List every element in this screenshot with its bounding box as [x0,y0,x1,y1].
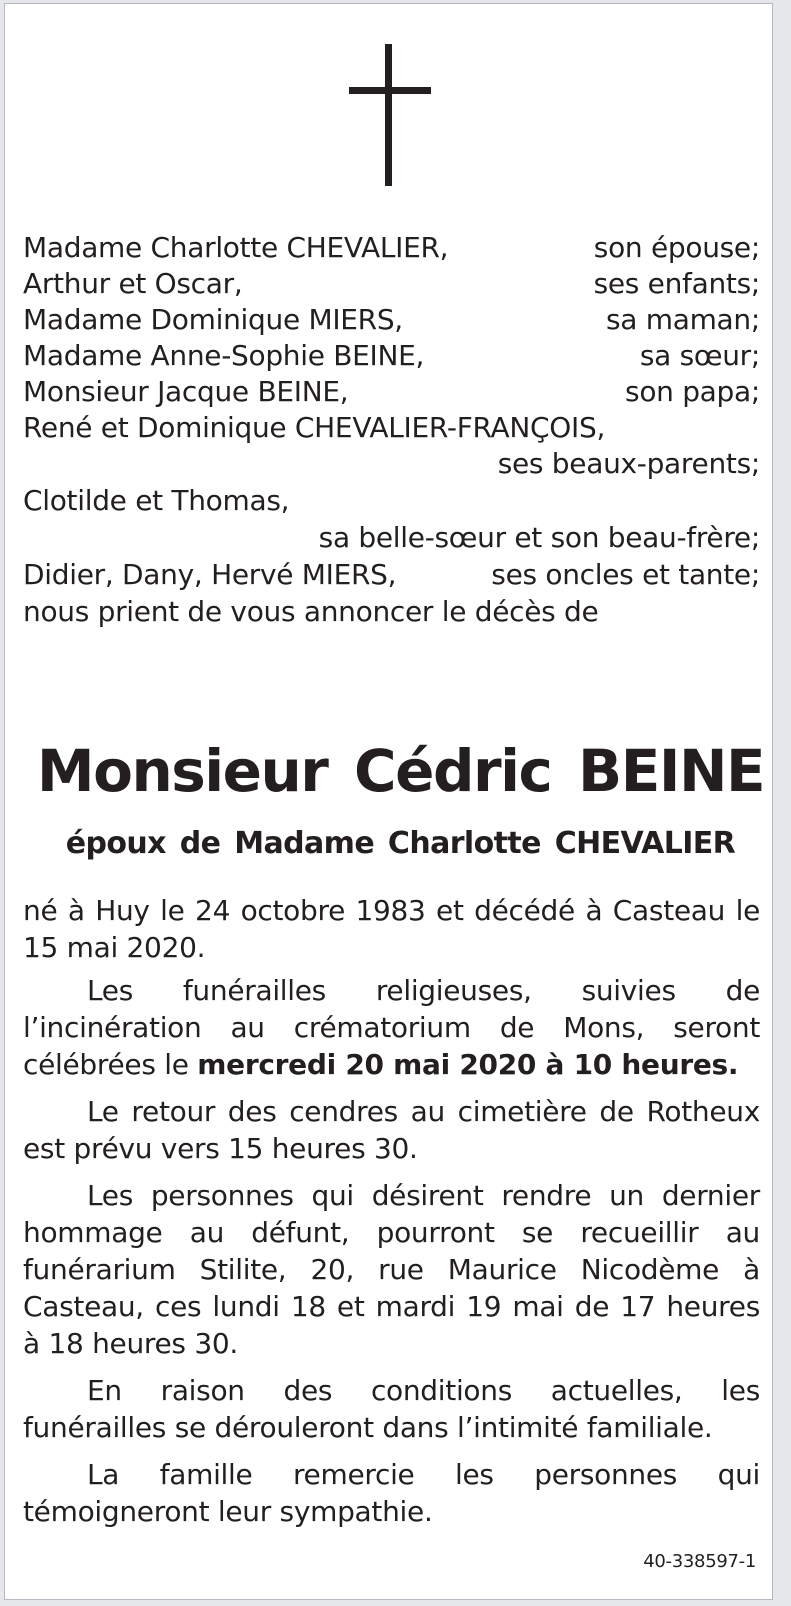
mourner-relation: sa sœur; [639,339,760,372]
mourner-name: Madame Charlotte CHEVALIER, [23,231,449,264]
mourner-row [23,302,760,338]
mourner-relation: sa belle-sœur et son beau-frère; [318,521,760,554]
thanks-text: La famille remercie les personnes qui témoigneront leur sympathie. [23,1458,760,1528]
mourner-row [23,556,760,594]
obituary-notice [4,3,773,1600]
ashes-text: Le retour des cendres au cimetière de Rotheux est prévu vers 15 heures 30. [23,1095,760,1165]
mourner-name: Clotilde et Thomas, [23,484,290,517]
mourners-list [23,230,760,630]
funeral-paragraph [23,972,760,1083]
cross-icon [349,44,431,186]
mourner-row [23,338,760,374]
mourner-row-continued [23,520,760,556]
notice-body [23,892,760,1540]
announce-line: nous prient de vous annoncer le décès de [23,595,599,628]
mourner-name: Madame Anne-Sophie BEINE, [23,339,425,372]
deceased-name: Monsieur Cédric BEINE [36,737,765,805]
mourner-row [23,230,760,266]
mourner-relation: son papa; [625,375,760,408]
mourner-name: Didier, Dany, Hervé MIERS, [23,558,397,591]
reference-number: 40-338597-1 [643,1551,756,1572]
conditions-text: En raison des conditions actuelles, les funérailles se dérouleront dans l’intimité familiale. [23,1374,760,1444]
mourner-relation: ses oncles et tante; [491,558,760,591]
visit-text: Les personnes qui désirent rendre un dernier hommage au défunt, pourront se recueillir au funérarium Stilite, 20, rue Maurice Nicodème à Casteau, ces lundi 18 et mardi 19 mai de 17 heures à 18 heures 30. [23,1179,760,1360]
funeral-text: Les funérailles religieuses, suivies de l’incinération au crématorium de Mons, seront célébrées le [23,974,760,1081]
mourner-row [23,266,760,302]
mourner-name: Madame Dominique MIERS, [23,303,403,336]
mourner-row-continued [23,446,760,482]
mourner-relation: sa maman; [606,303,760,336]
mourner-name: Monsieur Jacque BEINE, [23,375,349,408]
funeral-date: mercredi 20 mai 2020 à 10 heures. [197,1048,739,1081]
birth-death-text: né à Huy le 24 octobre 1983 et décédé à Casteau le 15 mai 2020. [23,894,760,964]
mourner-name: René et Dominique CHEVALIER-FRANÇOIS, [23,411,606,444]
mourner-name: Arthur et Oscar, [23,267,243,300]
mourner-row [23,482,760,520]
mourner-row [23,374,760,410]
mourner-row [23,410,760,446]
spouse-line: époux de Madame Charlotte CHEVALIER [65,826,736,861]
mourner-relation: son épouse; [593,231,760,264]
mourner-relation: ses enfants; [593,267,760,300]
mourner-relation: ses beaux-parents; [497,447,760,480]
